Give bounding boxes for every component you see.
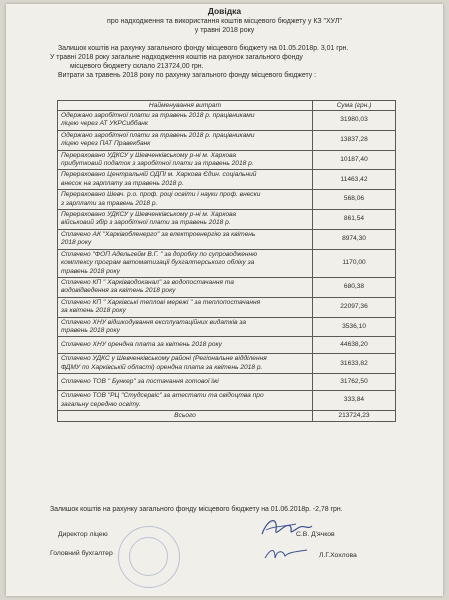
- director-name: С.В. Д'ячков: [296, 531, 335, 538]
- director-title: Директор ліцею: [58, 531, 108, 538]
- expense-description-line: Сплачено ХНУ відшкодування експлуатаційних видатків за: [61, 318, 247, 326]
- expense-description-line: травень 2018 року: [61, 267, 120, 275]
- expense-description-line: комплексу програм автоматизації бухгалтерського обліку за: [61, 259, 255, 267]
- accountant-signature: [261, 544, 311, 564]
- expense-amount: 44638,20: [313, 337, 396, 354]
- expense-description-line: Перераховано Центральній ОДПІ м. Харкова Єдин. соціальний: [61, 171, 257, 179]
- expense-description: [58, 229, 313, 249]
- expense-description: [58, 170, 313, 190]
- expense-amount: 10187,40: [313, 150, 396, 170]
- expense-description-line: Сплачено ТОВ "РЦ "Студсервіс" за атестати та свідоцтва про: [61, 392, 264, 400]
- expenses-heading: Витрати за травень 2018 року по рахунку загального фонду місцевого бюджету :: [58, 72, 317, 79]
- expense-description-line: Сплачено КП " Харківські теплові мережі " за теплопостачання: [61, 298, 261, 306]
- table-row: [58, 111, 396, 131]
- expense-description-line: Перераховано Шевч. р.о. проф. році освіти і науки проф. внески: [61, 191, 261, 199]
- total-label: Всього: [58, 410, 313, 421]
- expense-description-line: за квітень 2018 року: [61, 307, 126, 315]
- expense-amount: 680,38: [313, 277, 396, 297]
- official-seal: [118, 526, 180, 588]
- table-row: [58, 374, 396, 391]
- expenses-table: [57, 100, 396, 422]
- intro-block: [50, 44, 443, 80]
- table-row: [58, 297, 396, 317]
- table-row: [58, 229, 396, 249]
- expense-description-line: внесок на зарплату за травень 2018 р.: [61, 179, 184, 187]
- table-row: [58, 277, 396, 297]
- table-row: [58, 337, 396, 354]
- table-row: [58, 249, 396, 277]
- expense-amount: 11463,42: [313, 170, 396, 190]
- expense-description: [58, 150, 313, 170]
- expense-description-line: Сплачено "ФОП Адельгейм В.Г. " за доробку по супроводженню: [61, 250, 258, 258]
- expense-description: [58, 130, 313, 150]
- expense-description: [58, 190, 313, 210]
- table-row: [58, 170, 396, 190]
- expense-description: [58, 111, 313, 131]
- accountant-name: Л.Г.Хохлова: [319, 552, 357, 559]
- expense-amount: 31980,03: [313, 111, 396, 131]
- expense-description-line: ліцею через АТ УКРСиббанк: [61, 120, 148, 128]
- document-subtitle: про надходження та використання коштів місцевого бюджету у КЗ "ХУЛ": [107, 18, 342, 25]
- expense-amount: 22097,36: [313, 297, 396, 317]
- table-row: [58, 391, 396, 411]
- total-sum: 213724,23: [313, 410, 396, 421]
- document-period: у травні 2018 року: [194, 27, 255, 34]
- expense-description-line: травень 2018 року: [61, 326, 120, 334]
- income-line: У травні 2018 року загальне надходження коштів на рахунок загального фонду: [50, 54, 303, 61]
- opening-balance: Залишок коштів на рахунку загального фонду місцевого бюджету на 01.05.2018р. 3,01 грн.: [58, 45, 349, 52]
- table-header: [58, 101, 396, 111]
- table-row: [58, 210, 396, 230]
- expense-description: [58, 297, 313, 317]
- expense-description: [58, 391, 313, 411]
- expense-description: [58, 249, 313, 277]
- expense-description-line: Перераховано УДКСУ у Шевченківському р-ні м. Харкова: [61, 151, 237, 159]
- income-amount: місцевого бюджету склало 213724,00 грн.: [70, 63, 204, 70]
- table-row: [58, 150, 396, 170]
- expense-description-line: Перераховано УДКСУ у Шевченківському р-ні м. Харкова: [61, 211, 237, 219]
- column-header-name: Найменування витрат: [58, 101, 313, 111]
- expense-description-line: Сплачено ХНУ орендна плата за квітень 2018 року: [61, 341, 222, 349]
- table-row: [58, 190, 396, 210]
- expense-description-line: з зарплати за травень 2018 р.: [61, 199, 158, 207]
- expense-description: [58, 210, 313, 230]
- table-row: [58, 317, 396, 337]
- expense-amount: 8974,30: [313, 229, 396, 249]
- total-row: [58, 410, 396, 421]
- director-signature: [256, 512, 316, 542]
- expense-description: [58, 317, 313, 337]
- expense-description-line: 2018 року: [61, 239, 92, 247]
- expense-description: [58, 374, 313, 391]
- expense-amount: 333,84: [313, 391, 396, 411]
- expense-description-line: ФДМУ по Харківській області) орендна плата за квітень 2018 р.: [61, 363, 263, 371]
- accountant-title: Головний бухгалтер: [50, 550, 113, 557]
- expense-description-line: Одержано заробітної плати за травень 2018 р. працівниками: [61, 112, 255, 119]
- expense-description-line: військовий збір з заробітної плати за травень 2018 р.: [61, 219, 231, 227]
- expense-amount: 13837,28: [313, 130, 396, 150]
- expense-description-line: Сплачено УДКС у Шевченківському районі (Регіональне відділення: [61, 355, 267, 363]
- expense-description-line: Сплачено ТОВ " Бункер" за постачання готової їжі: [61, 377, 219, 385]
- expense-description-line: Сплачено АК "Харківобленерго" за електроенергію за квітень: [61, 230, 256, 238]
- expense-description-line: водовідведення за квітень 2018 року: [61, 287, 176, 295]
- table-row: [58, 354, 396, 374]
- expense-amount: 31762,50: [313, 374, 396, 391]
- expense-amount: 861,54: [313, 210, 396, 230]
- expense-description: [58, 277, 313, 297]
- expense-description-line: загальну середню освіту.: [61, 400, 141, 408]
- expense-amount: 568,06: [313, 190, 396, 210]
- expense-amount: 3536,10: [313, 317, 396, 337]
- expense-description: [58, 354, 313, 374]
- table-row: [58, 130, 396, 150]
- column-header-sum: Сума (грн.): [313, 101, 396, 111]
- expense-amount: 1170,00: [313, 249, 396, 277]
- expense-amount: 31633,82: [313, 354, 396, 374]
- closing-balance: Залишок коштів на рахунку загального фонду місцевого бюджету на 01.06.2018р. -2,78 грн.: [50, 506, 343, 513]
- document-title: Довідка: [207, 6, 242, 16]
- expense-description-line: Сплачено КП " Харківводоканал" за водопостачання та: [61, 278, 234, 286]
- document-sheet: [6, 4, 443, 596]
- expense-description-line: Одержано заробітної плати за травень 2018 р. працівниками: [61, 131, 255, 139]
- expense-description: [58, 337, 313, 354]
- expense-description-line: ліцею через ПАТ Правекбанк: [61, 140, 151, 148]
- expense-description-line: прибутковий податок з заробітної плати за травень 2018 р.: [61, 160, 254, 168]
